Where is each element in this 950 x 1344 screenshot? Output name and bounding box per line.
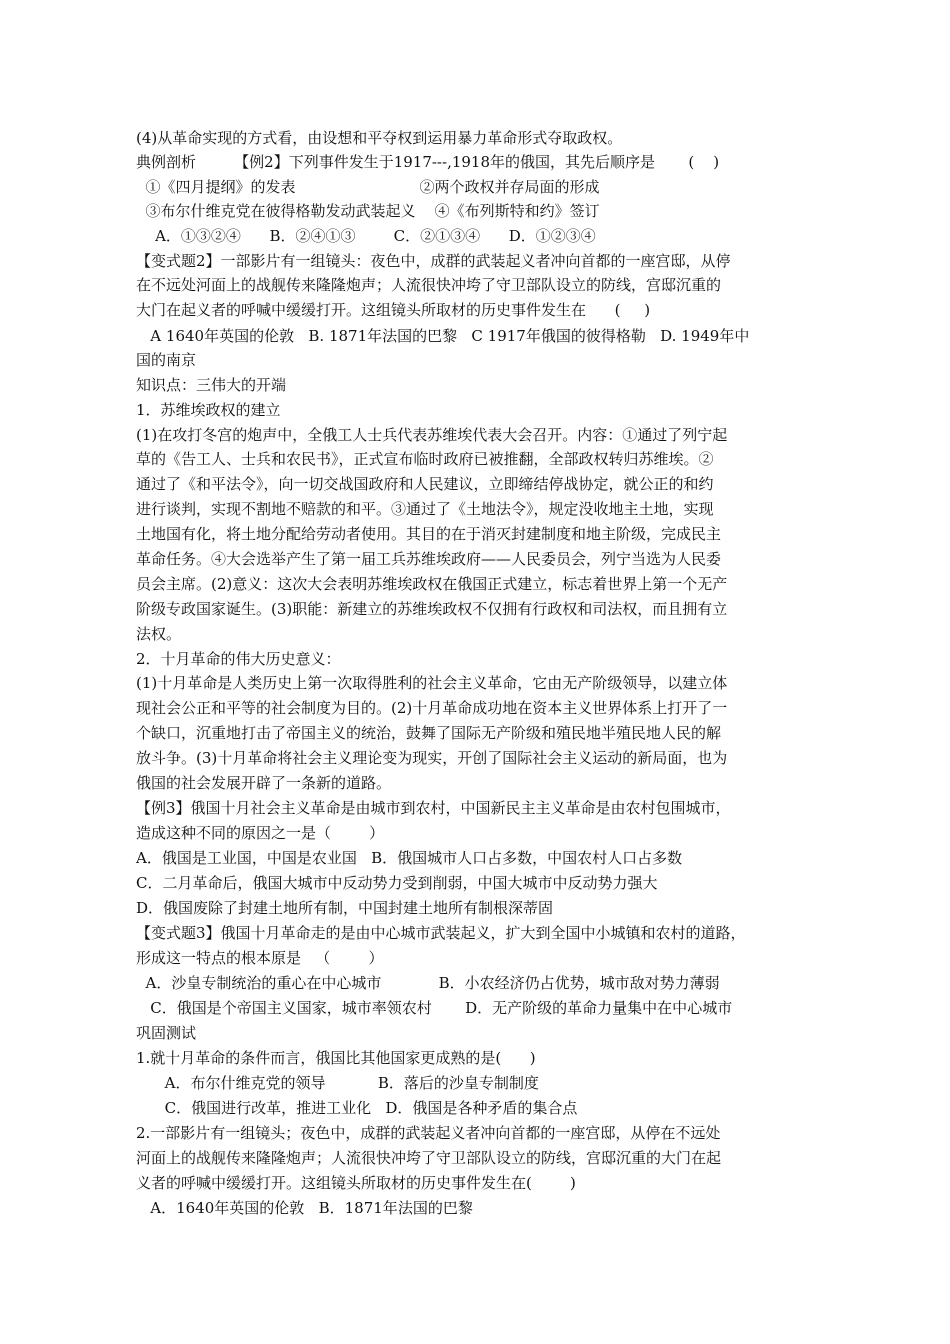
text-line: C．二月革命后，俄国大城市中反动势力受到削弱，中国大城市中反动势力强大 xyxy=(136,874,658,892)
text-line: (4)从革命实现的方式看，由设想和平夺权到运用暴力革命形式夺取政权。 xyxy=(136,129,623,147)
text-line: 现社会公正和平等的社会制度为目的。(2)十月革命成功地在资本主义世界体系上打开了一 xyxy=(136,699,728,717)
text-line: 形成这一特点的根本原是 （ ） xyxy=(136,949,384,967)
text-line: C．俄国进行改革，推进工业化 D．俄国是各种矛盾的集合点 xyxy=(136,1099,578,1117)
text-line: 革命任务。④大会选举产生了第一届工兵苏维埃政府——人民委员会，列宁当选为人民委 xyxy=(136,550,722,568)
text-line: A．沙皇专制统治的重心在中心城市 B．小农经济仍占优势，城市敌对势力薄弱 xyxy=(136,974,720,992)
text-line: 国的南京 xyxy=(136,351,197,369)
text-line: A．布尔什维克党的领导 B．落后的沙皇专制制度 xyxy=(136,1074,539,1092)
text-line: 阶级专政国家诞生。(3)职能：新建立的苏维埃政权不仅拥有行政权和司法权，而且拥有立 xyxy=(136,600,728,618)
text-line: ①《四月提纲》的发表 ②两个政权并存局面的形成 xyxy=(136,178,600,196)
text-line: A．俄国是工业国，中国是农业国 B．俄国城市人口占多数，中国农村人口占多数 xyxy=(136,849,683,867)
text-line: C．俄国是个帝国主义国家，城市率领农村 D．无产阶级的革命力量集中在中心城市 xyxy=(136,999,733,1017)
text-line: 2．十月革命的伟大历史意义： xyxy=(136,650,341,668)
text-line: (1)在攻打冬宫的炮声中，全俄工人士兵代表苏维埃代表大会召开。内容：①通过了列宁起 xyxy=(136,426,728,444)
text-line: 【变式题2】一部影片有一组镜头：夜色中，成群的武装起义者冲向首都的一座宫邸，从停 xyxy=(136,252,731,270)
text-line: 河面上的战舰传来隆隆炮声；人流很快冲垮了守卫部队设立的防线，宫邸沉重的大门在起 xyxy=(136,1149,722,1167)
text-line: 通过了《和平法令》，向一切交战国政府和人民建议，立即缔结停战协定，就公正的和约 xyxy=(136,475,714,493)
text-line: 1.就十月革命的条件而言，俄国比其他国家更成熟的是( ) xyxy=(136,1049,536,1067)
text-line: 大门在起义者的呼喊中缓缓打开。这组镜头所取材的历史事件发生在 ( ) xyxy=(136,301,651,319)
text-line: A．①③②④ B．②④①③ C．②①③④ D．①②③④ xyxy=(136,227,596,245)
text-line: 在不远处河面上的战舰传来隆隆炮声；人流很快冲垮了守卫部队设立的防线，宫邸沉重的 xyxy=(136,276,722,294)
text-line: 放斗争。(3)十月革命将社会主义理论变为现实，开创了国际社会主义运动的新局面，也为 xyxy=(136,749,728,767)
text-line: 个缺口，沉重地打击了帝国主义的统治，鼓舞了国际无产阶级和殖民地半殖民地人民的解 xyxy=(136,724,722,742)
text-line: 造成这种不同的原因之一是（ ） xyxy=(136,824,385,842)
text-line: 土地国有化，将土地分配给劳动者使用。其目的在于消灭封建制度和地主阶级，完成民主 xyxy=(136,525,722,543)
text-line: 【变式题3】俄国十月革命走的是由中心城市武装起义，扩大到全国中小城镇和农村的道路， xyxy=(136,924,746,942)
text-line: D．俄国废除了封建土地所有制，中国封建土地所有制根深蒂固 xyxy=(136,899,554,917)
text-line: (1)十月革命是人类历史上第一次取得胜利的社会主义革命，它由无产阶级领导，以建立体 xyxy=(136,674,728,692)
text-line: 2.一部影片有一组镜头；夜色中，成群的武装起义者冲向首都的一座宫邸，从停在不远处 xyxy=(136,1124,721,1142)
text-line: 员会主席。(2)意义：这次大会表明苏维埃政权在俄国正式建立，标志着世界上第一个无产 xyxy=(136,575,728,593)
text-line: 草的《告工人、士兵和农民书》，正式宣布临时政府已被推翻，全部政权转归苏维埃。② xyxy=(136,450,714,468)
text-line: 典例剖析 【例2】下列事件发生于1917---,1918年的俄国，其先后顺序是 ( ) xyxy=(136,153,720,171)
text-line: A 1640年英国的伦敦 B. 1871年法国的巴黎 C 1917年俄国的彼得格勒 D. 1949年中 xyxy=(136,327,750,345)
text-line: 1．苏维埃政权的建立 xyxy=(136,401,281,419)
text-line: 知识点：三伟大的开端 xyxy=(136,376,287,394)
text-line: A．1640年英国的伦敦 B．1871年法国的巴黎 xyxy=(136,1199,473,1217)
text-line: 巩固测试 xyxy=(136,1024,197,1042)
text-line: ③布尔什维克党在彼得格勒发动武装起义 ④《布列斯特和约》签订 xyxy=(136,202,600,220)
text-line: 俄国的社会发展开辟了一条新的道路。 xyxy=(136,774,392,792)
text-line: 【例3】俄国十月社会主义革命是由城市到农村，中国新民主主义革命是由农村包围城市， xyxy=(136,799,731,817)
text-line: 法权。 xyxy=(136,625,182,643)
text-line: 义者的呼喊中缓缓打开。这组镜头所取材的历史事件发生在( ) xyxy=(136,1174,576,1192)
text-line: 进行谈判，实现不割地不赔款的和平。③通过了《土地法令》，规定没收地主土地，实现 xyxy=(136,500,714,518)
